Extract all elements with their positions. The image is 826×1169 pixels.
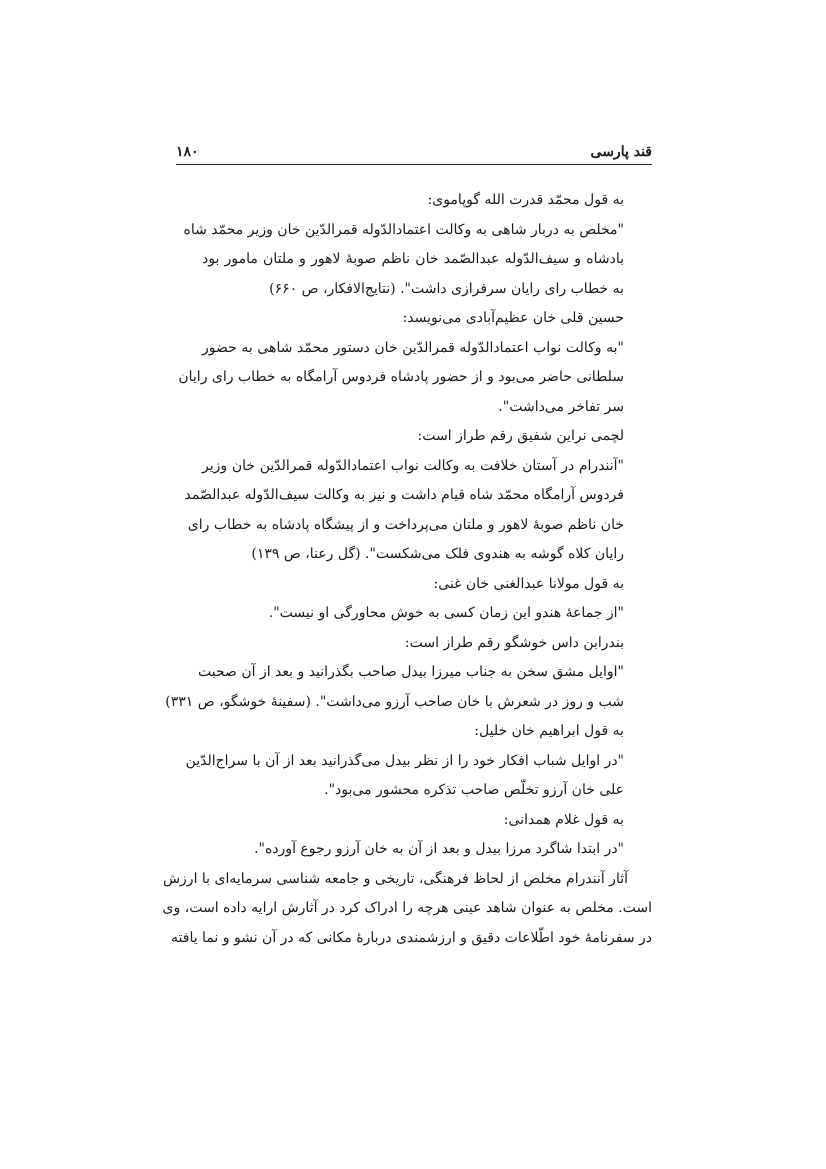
- quote-line: خان ناظم صوبهٔ لاهور و ملتان می‌پرداخت و از پیشگاه پادشاه به خطاب رای: [187, 516, 624, 533]
- quote-line: "آنندرام در آستان خلافت به وکالت نواب اعتمادالدّوله قمرالدّین خان وزیر: [202, 457, 624, 474]
- paragraph-line: آثار آنندرام مخلص از لحاظ فرهنگی، تاریخی و جامعه شناسی سرمایه‌ای با ارزش: [162, 870, 628, 887]
- body-text: [162, 186, 652, 953]
- quote-line: به خطاب رای رایان سرفرازی داشت". (نتایج‌الافکار، ص ۶۶۰): [269, 280, 624, 297]
- quote-line: "در اوایل شباب افکار خود را از نظر بیدل می‌گذرانید بعد از آن با سراج‌الدّین: [185, 752, 624, 769]
- quote-line: "به وکالت نواب اعتمادالدّوله قمرالدّین خان دستور محمّد شاهی به حضور: [202, 339, 624, 356]
- source-intro: به قول ابراهیم خان خلیل:: [474, 723, 624, 739]
- quote-line: "در ابتدا شاگرد مرزا بیدل و بعد از آن به خان آرزو رجوع آورده".: [254, 841, 624, 857]
- source-intro: لچمی نراین شفیق رقم طراز است:: [417, 428, 624, 444]
- running-title: قند پارسی: [590, 144, 652, 160]
- quote-line: سر تفاخر می‌داشت".: [498, 398, 624, 415]
- paragraph-line: است. مخلص به عنوان شاهد عینی هرچه را ادراک کرد در آثارش ارایه داده است، وی: [162, 900, 652, 916]
- source-intro: بندرابن داس خوشگو رقم طراز است:: [404, 634, 624, 651]
- source-intro: به قول مولانا عبدالغنی خان غنی:: [433, 575, 624, 592]
- quote-line: بادشاه و سیف‌الدّوله عبدالصّمد خان ناظم صوبهٔ لاهور و ملتان مامور بود: [202, 251, 624, 267]
- paragraph-line: در سفرنامهٔ خود اطّلاعات دقیق و ارزشمندی دربارهٔ مکانی که در آن نشو و نما یافته: [171, 929, 652, 946]
- quote-line: "اوایل مشق سخن به جناب میرزا بیدل صاحب بگذرانید و بعد از آن صحبت: [197, 664, 624, 680]
- page-number: ۱۸۰: [176, 144, 199, 160]
- page-header: [176, 138, 652, 165]
- source-intro: به قول غلام همدانی:: [503, 811, 624, 828]
- quote-line: سلطانی حاضر می‌بود و از حضور پادشاه فردوس آرامگاه به خطاب رای رایان: [178, 369, 624, 385]
- source-intro: به قول محمّد قدرت الله گوپاموی:: [427, 192, 624, 208]
- quote-line: رایان کلاه گوشه به هندوی فلک می‌شکست". (گل رعنا، ص ۱۳۹): [251, 546, 624, 562]
- quote-line: فردوس آرامگاه محمّد شاه قیام داشت و نیز به وکالت سیف‌الدّوله عبدالصّمد: [184, 487, 624, 503]
- quote-line: "مخلص به دربار شاهی به وکالت اعتمادالدّوله قمرالدّین خان وزیر محمّد شاه: [183, 221, 624, 238]
- quote-line: "از جماعهٔ هندو این زمان کسی به خوش محاورگی او نیست".: [268, 605, 624, 621]
- source-intro: حسین قلی خان عظیم‌آبادی می‌نویسد:: [402, 310, 624, 326]
- quote-line: شب و روز در شعرش با خان صاحب آرزو می‌داشت". (سفینهٔ خوشگو، ص ۳۳۱): [165, 693, 624, 710]
- quote-line: علی خان آرزو تخلّص صاحب تذکره محشور می‌بود".: [324, 782, 624, 798]
